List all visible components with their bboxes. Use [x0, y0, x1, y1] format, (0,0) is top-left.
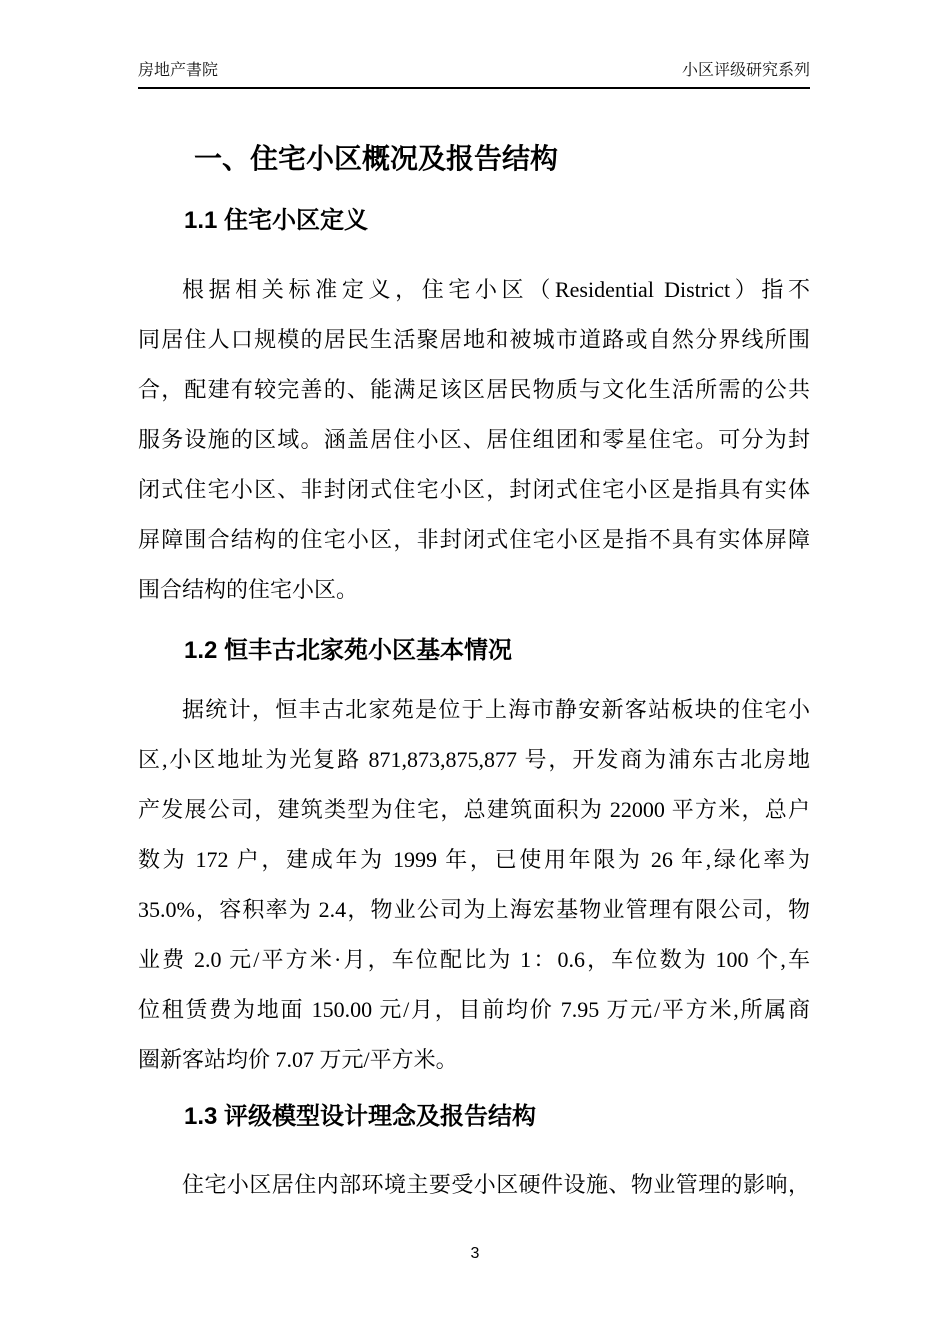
text-line: 服务设施的区域。涵盖居住小区、居住组团和零星住宅。可分为封 — [138, 427, 810, 452]
text-line: 业费 2.0 元/平方米·月，车位配比为 1：0.6，车位数为 100 个,车 — [138, 947, 810, 972]
chapter-heading: 一、住宅小区概况及报告结构 — [194, 143, 559, 174]
text-line: 据统计，恒丰古北家苑是位于上海市静安新客站板块的住宅小 — [182, 697, 810, 722]
text-line: 数为 172 户，建成年为 1999 年，已使用年限为 26 年,绿化率为 — [138, 847, 810, 872]
text-line: 住宅小区居住内部环境主要受小区硬件设施、物业管理的影响， — [182, 1172, 810, 1197]
page-number: 3 — [470, 1245, 480, 1262]
text-line: 围合结构的住宅小区。 — [138, 577, 359, 602]
paragraph-model-design — [138, 1160, 810, 1210]
text-line: 闭式住宅小区、非封闭式住宅小区，封闭式住宅小区是指具有实体 — [138, 477, 810, 502]
text-line: 产发展公司，建筑类型为住宅，总建筑面积为 22000 平方米，总户 — [138, 797, 810, 822]
header-right-text: 小区评级研究系列 — [681, 62, 810, 79]
text-line: 圈新客站均价 7.07 万元/平方米。 — [138, 1047, 458, 1072]
text-line: 位租赁费为地面 150.00 元/月，目前均价 7.95 万元/平方米,所属商 — [138, 997, 810, 1022]
text-line: 根据相关标准定义，住宅小区（Residential District）指不 — [182, 277, 810, 302]
page-header — [138, 60, 810, 89]
subsection-heading-1-1: 1.1 住宅小区定义 — [184, 207, 369, 234]
header-left-text: 房地产書院 — [138, 62, 219, 79]
subsection-heading-1-3: 1.3 评级模型设计理念及报告结构 — [184, 1103, 537, 1130]
text-line: 同居住人口规模的居民生活聚居地和被城市道路或自然分界线所围 — [138, 327, 810, 352]
paragraph-basic-info — [138, 685, 810, 1085]
text-line: 屏障围合结构的住宅小区，非封闭式住宅小区是指不具有实体屏障 — [138, 527, 810, 552]
paragraph-definition — [138, 265, 810, 615]
text-line: 35.0%，容积率为 2.4，物业公司为上海宏基物业管理有限公司，物 — [138, 897, 810, 922]
text-line: 区,小区地址为光复路 871,873,875,877 号，开发商为浦东古北房地 — [138, 747, 810, 772]
subsection-heading-1-2: 1.2 恒丰古北家苑小区基本情况 — [184, 637, 513, 664]
text-line: 合，配建有较完善的、能满足该区居民物质与文化生活所需的公共 — [138, 377, 810, 402]
